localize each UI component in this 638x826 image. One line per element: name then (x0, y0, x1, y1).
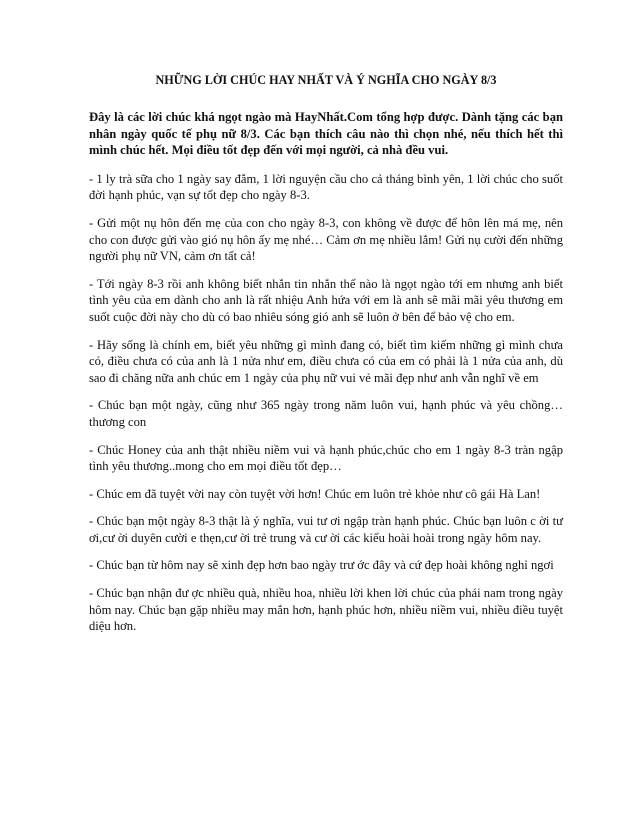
wish-item: - Chúc bạn từ hôm nay sẽ xinh đẹp hơn bao ngày trư ớc đây và cứ đẹp hoài không nghỉ ngơi (89, 558, 554, 573)
wish-item: - Chúc Honey của anh thật nhiều niềm vui và hạnh phúc,chúc cho em 1 ngày 8-3 tràn ngập tình yêu thương..mong cho em mọi điều tốt đẹp… (89, 442, 563, 474)
wish-item: - Hãy sống là chính em, biết yêu những gì mình đang có, biết tìm kiếm những gì mình chưa có, điều chưa có của anh là 1 nửa như em, điều chưa có của em có phải là 1 nửa của anh, dù sao đi chăng nữa anh chúc em 1 ngày của phụ nữ vui vẻ mãi đẹp như anh vẫn nghĩ về em (89, 337, 563, 385)
wish-item: - 1 ly trà sữa cho 1 ngày say đắm, 1 lời nguyện cầu cho cả tháng bình yên, 1 lời chúc cho suốt đời hạnh phúc, vạn sự tốt đẹp cho ngày 8-3. (89, 171, 563, 203)
wish-item: - Chúc bạn một ngày, cũng như 365 ngày trong năm luôn vui, hạnh phúc và yêu chồng…thương con (89, 398, 563, 429)
wish-item: - Chúc em đã tuyệt vời nay còn tuyệt vời hơn! Chúc em luôn trẻ khỏe như cô gái Hà Lan! (89, 486, 541, 501)
document-page (89, 72, 563, 646)
document-title: NHỮNG LỜI CHÚC HAY NHẤT VÀ Ý NGHĨA CHO NGÀY 8/3 (155, 73, 497, 87)
wish-item: - Chúc bạn nhận đư ợc nhiều quà, nhiều hoa, nhiều lời khen lời chúc của phái nam trong ngày hôm nay. Chúc bạn gặp nhiều may mắn hơn, hạnh phúc hơn, nhiều niềm vui, nhiều điều tuyệt diệu hơn. (89, 586, 563, 634)
wish-item: - Gửi một nụ hôn đến mẹ của con cho ngày 8-3, con không về được để hôn lên má mẹ, nên cho con được gửi vào gió nụ hôn ấy mẹ nhé… Cảm ơn mẹ nhiều lắm! Gửi nụ cười đến những người phụ nữ VN, cảm ơn tất cả! (89, 215, 563, 264)
wish-item: - Chúc bạn một ngày 8-3 thật là ý nghĩa, vui tư ơi ngập tràn hạnh phúc. Chúc bạn luôn c ời tư ơi,cư ời duyên cười e thẹn,cư ời trẻ trung và cư ời các kiểu hoài hoài trong ngày hôm nay. (89, 514, 563, 545)
wish-item: - Tới ngày 8-3 rồi anh không biết nhắn tin nhắn thế nào là ngọt ngào tới em nhưng anh biết tình yêu của em dành cho anh là rất nhiệu Anh hứa với em là anh sẽ mãi mãi yêu thương em suốt cuộc đời này cho dù có bao nhiêu sóng gió anh sẽ luôn ở bên để bảo vệ cho em. (89, 276, 563, 324)
intro-paragraph: Đây là các lời chúc khá ngọt ngào mà HayNhất.Com tổng hợp được. Dành tặng các bạn nhân ngày quốc tế phụ nữ 8/3. Các bạn thích câu nào thì chọn nhé, nếu thích hết thì mình chúc hết. Mọi điều tốt đẹp đến với mọi người, cả nhà đều vui. (89, 110, 563, 158)
